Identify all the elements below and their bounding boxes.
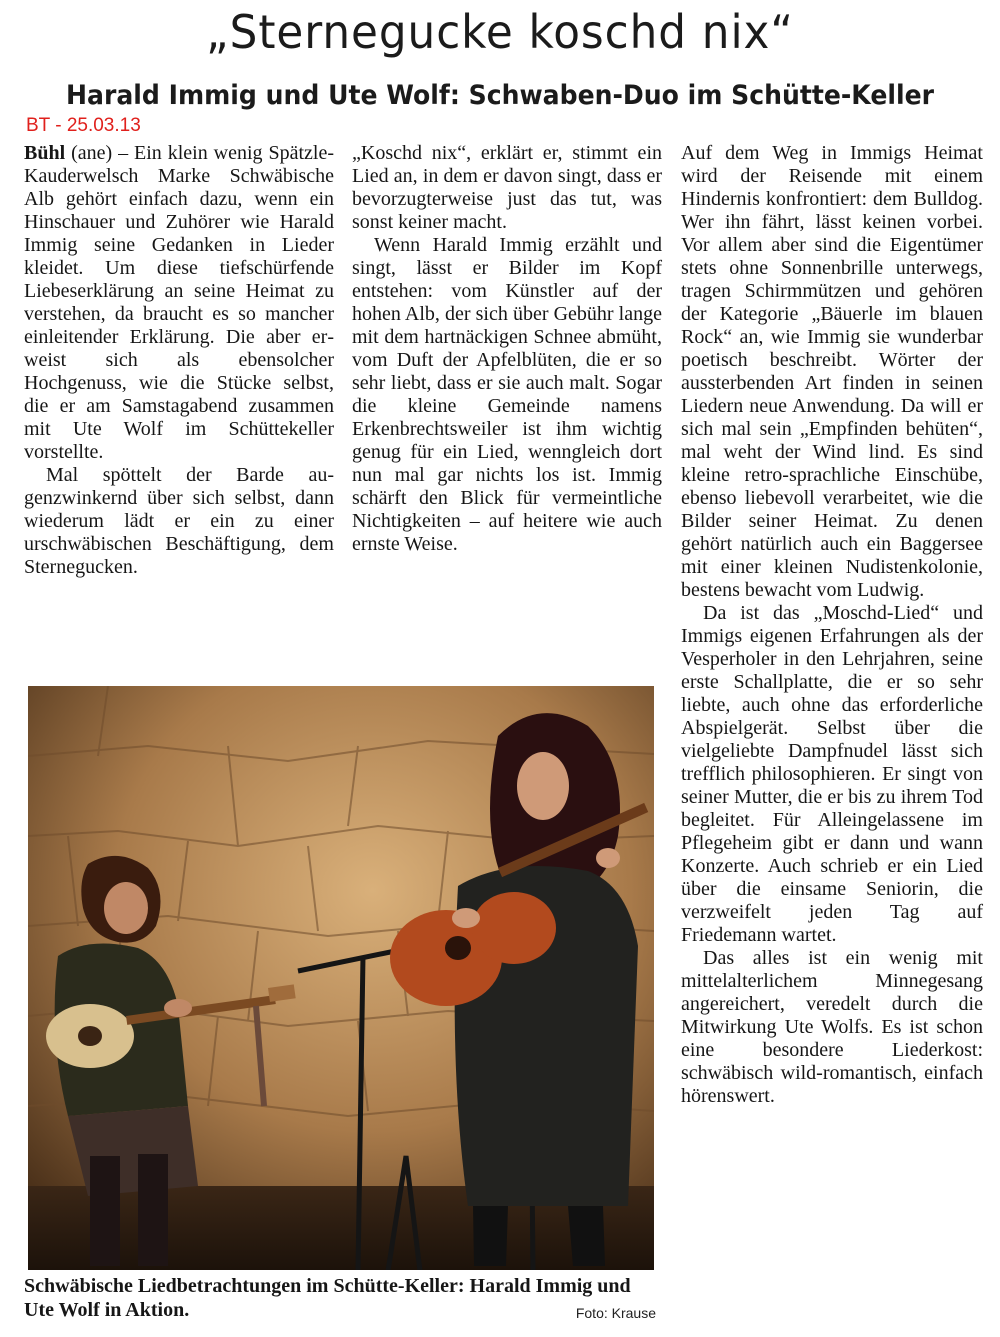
paragraph: Das alles ist ein wenig mit mittelalterlichem Minnegesang angereichert, veredelt durch die Mitwirkung Ute Wolfs. Es ist schon eine besondere Liederkost: schwäbisch wild-romantisch, einfach hörenswert. <box>681 947 983 1107</box>
concert-photo <box>28 686 654 1270</box>
photo-credit: Foto: Krause <box>575 1305 656 1321</box>
photo-caption: Schwäbische Liedbetrachtungen im Schütte-Keller: Harald Immig und Ute Wolf in Aktion. <box>24 1275 631 1321</box>
paragraph-text: (ane) – Ein klein wenig Spätzle-Kauderwelsch Marke Schwäbische Alb gehört einfach dazu, wenn ein Hinschauer und Zuhörer wie Harald Immig seine Gedanken in Lieder kleidet. Um diese tiefschürfende Liebeserklärung an seine Heimat zu verstehen, da braucht es so mancher einleitender Erklärung. Die aber erweist sich als ebensolcher Hochgenuss, wie die Stücke selbst, die er am Samstagabend zusammen mit Ute Wolf im Schüttekeller vorstellte. <box>24 142 334 463</box>
paragraph: Auf dem Weg in Immigs Heimat wird der Reisende mit einem Hindernis konfrontiert: dem Bulldog. Wer ihn fährt, lässt keinen vorbei. Vor allem aber sind die Eigentümer stets ohne Sonnenbrille unterwegs, tragen Schirmmützen und gehören der Kategorie „Bäuerle im blauen Rock“ an, wie Immig sie wunderbar poetisch beschreibt. Wörter der aussterbenden Art finden in seinen Liedern neue Anwendung. Da will er sich mal sein „Empfinden behüten“, mal weht der Wind lind. Es sind kleine retro-sprachliche Einschübe, ebenso liebevoll verarbeitet, wie die Bilder seiner Heimat. Zu denen gehört natürlich auch ein Baggersee mit einer kleinen Nudistenkolonie, bestens bewacht vom Ludwig. <box>681 142 983 601</box>
article-column-1 <box>24 142 334 682</box>
headline: „Sternegucke koschd nix“ <box>206 5 794 59</box>
paragraph: Da ist das „Moschd-Lied“ und Immigs eigenen Erfahrungen als der Vesperholer in den Lehrjahren, seine erste Schallplatte, die er so sehr liebte, auch ohne das erforderliche Abspielgerät. Selbst über die vielgeliebte Dampfnudel lässt sich trefflich philosophieren. Er singt von seiner Mutter, die er bis zu ihrem Tod begleitet. Für Alleingelassene im Pflegeheim gibt er dann und wann Konzerte. Auch schrieb er ein Lied über die einsame Seniorin, die verzweifelt jeden Tag auf Friedemann wartet. <box>681 602 983 946</box>
dateline: BT - 25.03.13 <box>26 115 141 136</box>
paragraph: Wenn Harald Immig erzählt und singt, lässt er Bilder im Kopf entstehen: vom Künstler auf der hohen Alb, der sich über Gebühr lange mit dem hartnäckigen Schnee abmüht, vom Duft der Apfelblüten, die er so sehr liebt, dass er sie auch malt. Sogar die kleine Gemeinde namens Erkenbrechtsweiler ist ihm wichtig genug für ein Lied, wenngleich dort nun mal gar nichts los ist. Immig schärft den Blick für vermeintliche Nichtigkeiten – auf heitere wie auch ernste Weise. <box>352 234 662 555</box>
article-column-2 <box>352 142 662 682</box>
paragraph: Mal spöttelt der Barde augenzwinkernd über sich selbst, dann wiederum lädt er ein zu einer urschwäbischen Beschäftigung, dem Sternegucken. <box>24 464 334 578</box>
paragraph: „Koschd nix“, erklärt er, stimmt ein Lied an, in dem er davon singt, dass er bevorzugterweise just das tut, was sonst keiner macht. <box>352 142 662 233</box>
place-name: Bühl <box>24 142 66 164</box>
subheadline: Harald Immig und Ute Wolf: Schwaben-Duo im Schütte-Keller <box>66 80 934 111</box>
paragraph <box>24 142 334 464</box>
article-column-3 <box>681 142 983 1332</box>
